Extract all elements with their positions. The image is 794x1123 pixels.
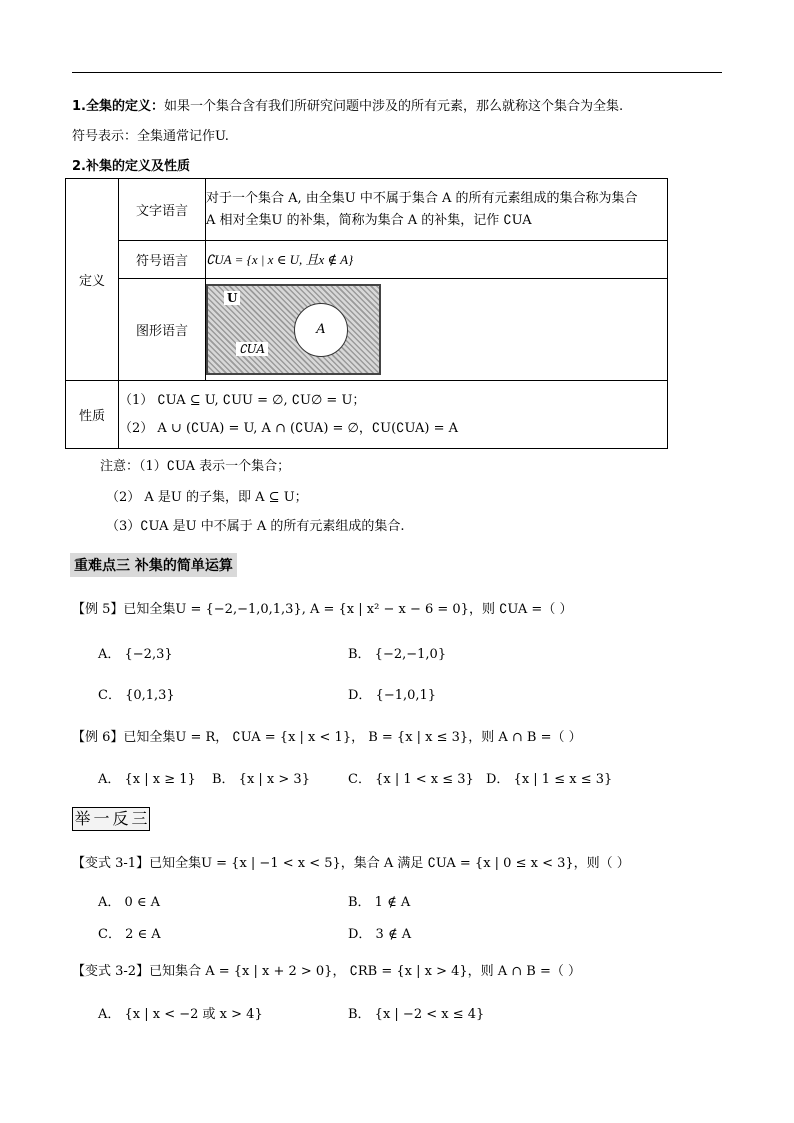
example-6-option-c[interactable]: C． {x | 1 < x ≤ 3} [348, 772, 474, 787]
example-6-stem: 【例 6】已知全集U = R， ∁UA = {x | x < 1}， B = {x | x ≤ 3}，则 A ∩ B =（ ） [72, 730, 582, 745]
universal-set-definition [72, 95, 623, 114]
note-2: （2） A 是U 的子集，即 A ⊆ U； [106, 490, 308, 505]
variant-3-1-option-c[interactable]: C． 2 ∈ A [98, 927, 161, 942]
example-6-option-a[interactable]: A． {x | x ≥ 1} [98, 772, 196, 787]
example-5-option-b[interactable]: B． {−2,−1,0} [348, 647, 447, 662]
example-5-stem: 【例 5】已知全集U = {−2,−1,0,1,3}, A = {x | x² − x − 6 = 0}，则 ∁UA =（ ） [72, 602, 573, 617]
practice-label [72, 807, 150, 831]
practice-char-3: 反 [111, 807, 130, 831]
text-language-content [206, 179, 668, 241]
text-language-label: 文字语言 [119, 179, 206, 241]
example-5-option-d[interactable]: D． {−1,0,1} [348, 688, 437, 703]
symbol-language-label: 符号语言 [119, 241, 206, 279]
example-6-option-b[interactable]: B． {x | x > 3} [212, 772, 310, 787]
complement-table [65, 178, 668, 449]
section-1-text: 如果一个集合含有我们所研究问题中涉及的所有元素，那么就称这个集合为全集. [163, 99, 624, 114]
venn-diagram [206, 284, 381, 375]
variant-3-2-option-a[interactable]: A． {x | x < −2 或 x > 4} [98, 1007, 263, 1022]
variant-3-2-option-b[interactable]: B． {x | −2 < x ≤ 4} [348, 1007, 485, 1022]
property-label: 性质 [66, 381, 119, 449]
property-content [119, 381, 668, 449]
variant-3-1-stem: 【变式 3-1】已知全集U = {x | −1 < x < 5}，集合 A 满足 ∁UA = {x | 0 ≤ x < 3}，则（ ） [72, 856, 630, 871]
text-language-line-2: A 相对全集U 的补集，简称为集合 A 的补集，记作 ∁UA [206, 212, 532, 228]
text-language-line-1: 对于一个集合 A, 由全集U 中不属于集合 A 的所有元素组成的集合称为集合 [206, 190, 638, 206]
property-1: （1） ∁UA ⊆ U, ∁UU = ∅, ∁U∅ = U； [119, 392, 366, 408]
venn-universal-label: U [224, 291, 240, 305]
top-rule [72, 72, 722, 73]
symbol-language-content: ∁UA = {x | x ∈ U, 且x ∉ A} [206, 241, 668, 279]
definition-label: 定义 [66, 179, 119, 381]
graphic-language-label: 图形语言 [119, 279, 206, 381]
variant-3-1-option-d[interactable]: D． 3 ∉ A [348, 927, 412, 942]
venn-complement-label: ∁UA [236, 342, 268, 356]
section-1-title: 1.全集的定义： [72, 99, 164, 114]
practice-char-4: 三 [130, 807, 150, 831]
graphic-language-content [206, 279, 668, 381]
variant-3-2-stem: 【变式 3-2】已知集合 A = {x | x + 2 > 0}， ∁RB = {x | x > 4}，则 A ∩ B =（ ） [72, 964, 582, 979]
note-3: （3）∁UA 是U 中不属于 A 的所有元素组成的集合. [106, 519, 405, 534]
section-heading: 重难点三 补集的简单运算 [70, 553, 237, 577]
section-2-title: 2.补集的定义及性质 [72, 159, 190, 174]
example-5-option-a[interactable]: A． {−2,3} [98, 647, 173, 662]
variant-3-1-option-b[interactable]: B． 1 ∉ A [348, 895, 411, 910]
variant-3-1-option-a[interactable]: A． 0 ∈ A [98, 895, 161, 910]
symbol-notation: 符号表示：全集通常记作U. [72, 129, 229, 144]
venn-set-a-circle: A [294, 303, 348, 357]
practice-char-1: 举 [72, 807, 92, 831]
example-5-option-c[interactable]: C． {0,1,3} [98, 688, 175, 703]
note-1: 注意：（1）∁UA 表示一个集合； [100, 459, 291, 474]
practice-char-2: 一 [92, 807, 111, 831]
example-6-option-d[interactable]: D． {x | 1 ≤ x ≤ 3} [486, 772, 613, 787]
property-2: （2） A ∪ (∁UA) = U, A ∩ (∁UA) = ∅，∁U(∁UA) = A [119, 420, 459, 436]
